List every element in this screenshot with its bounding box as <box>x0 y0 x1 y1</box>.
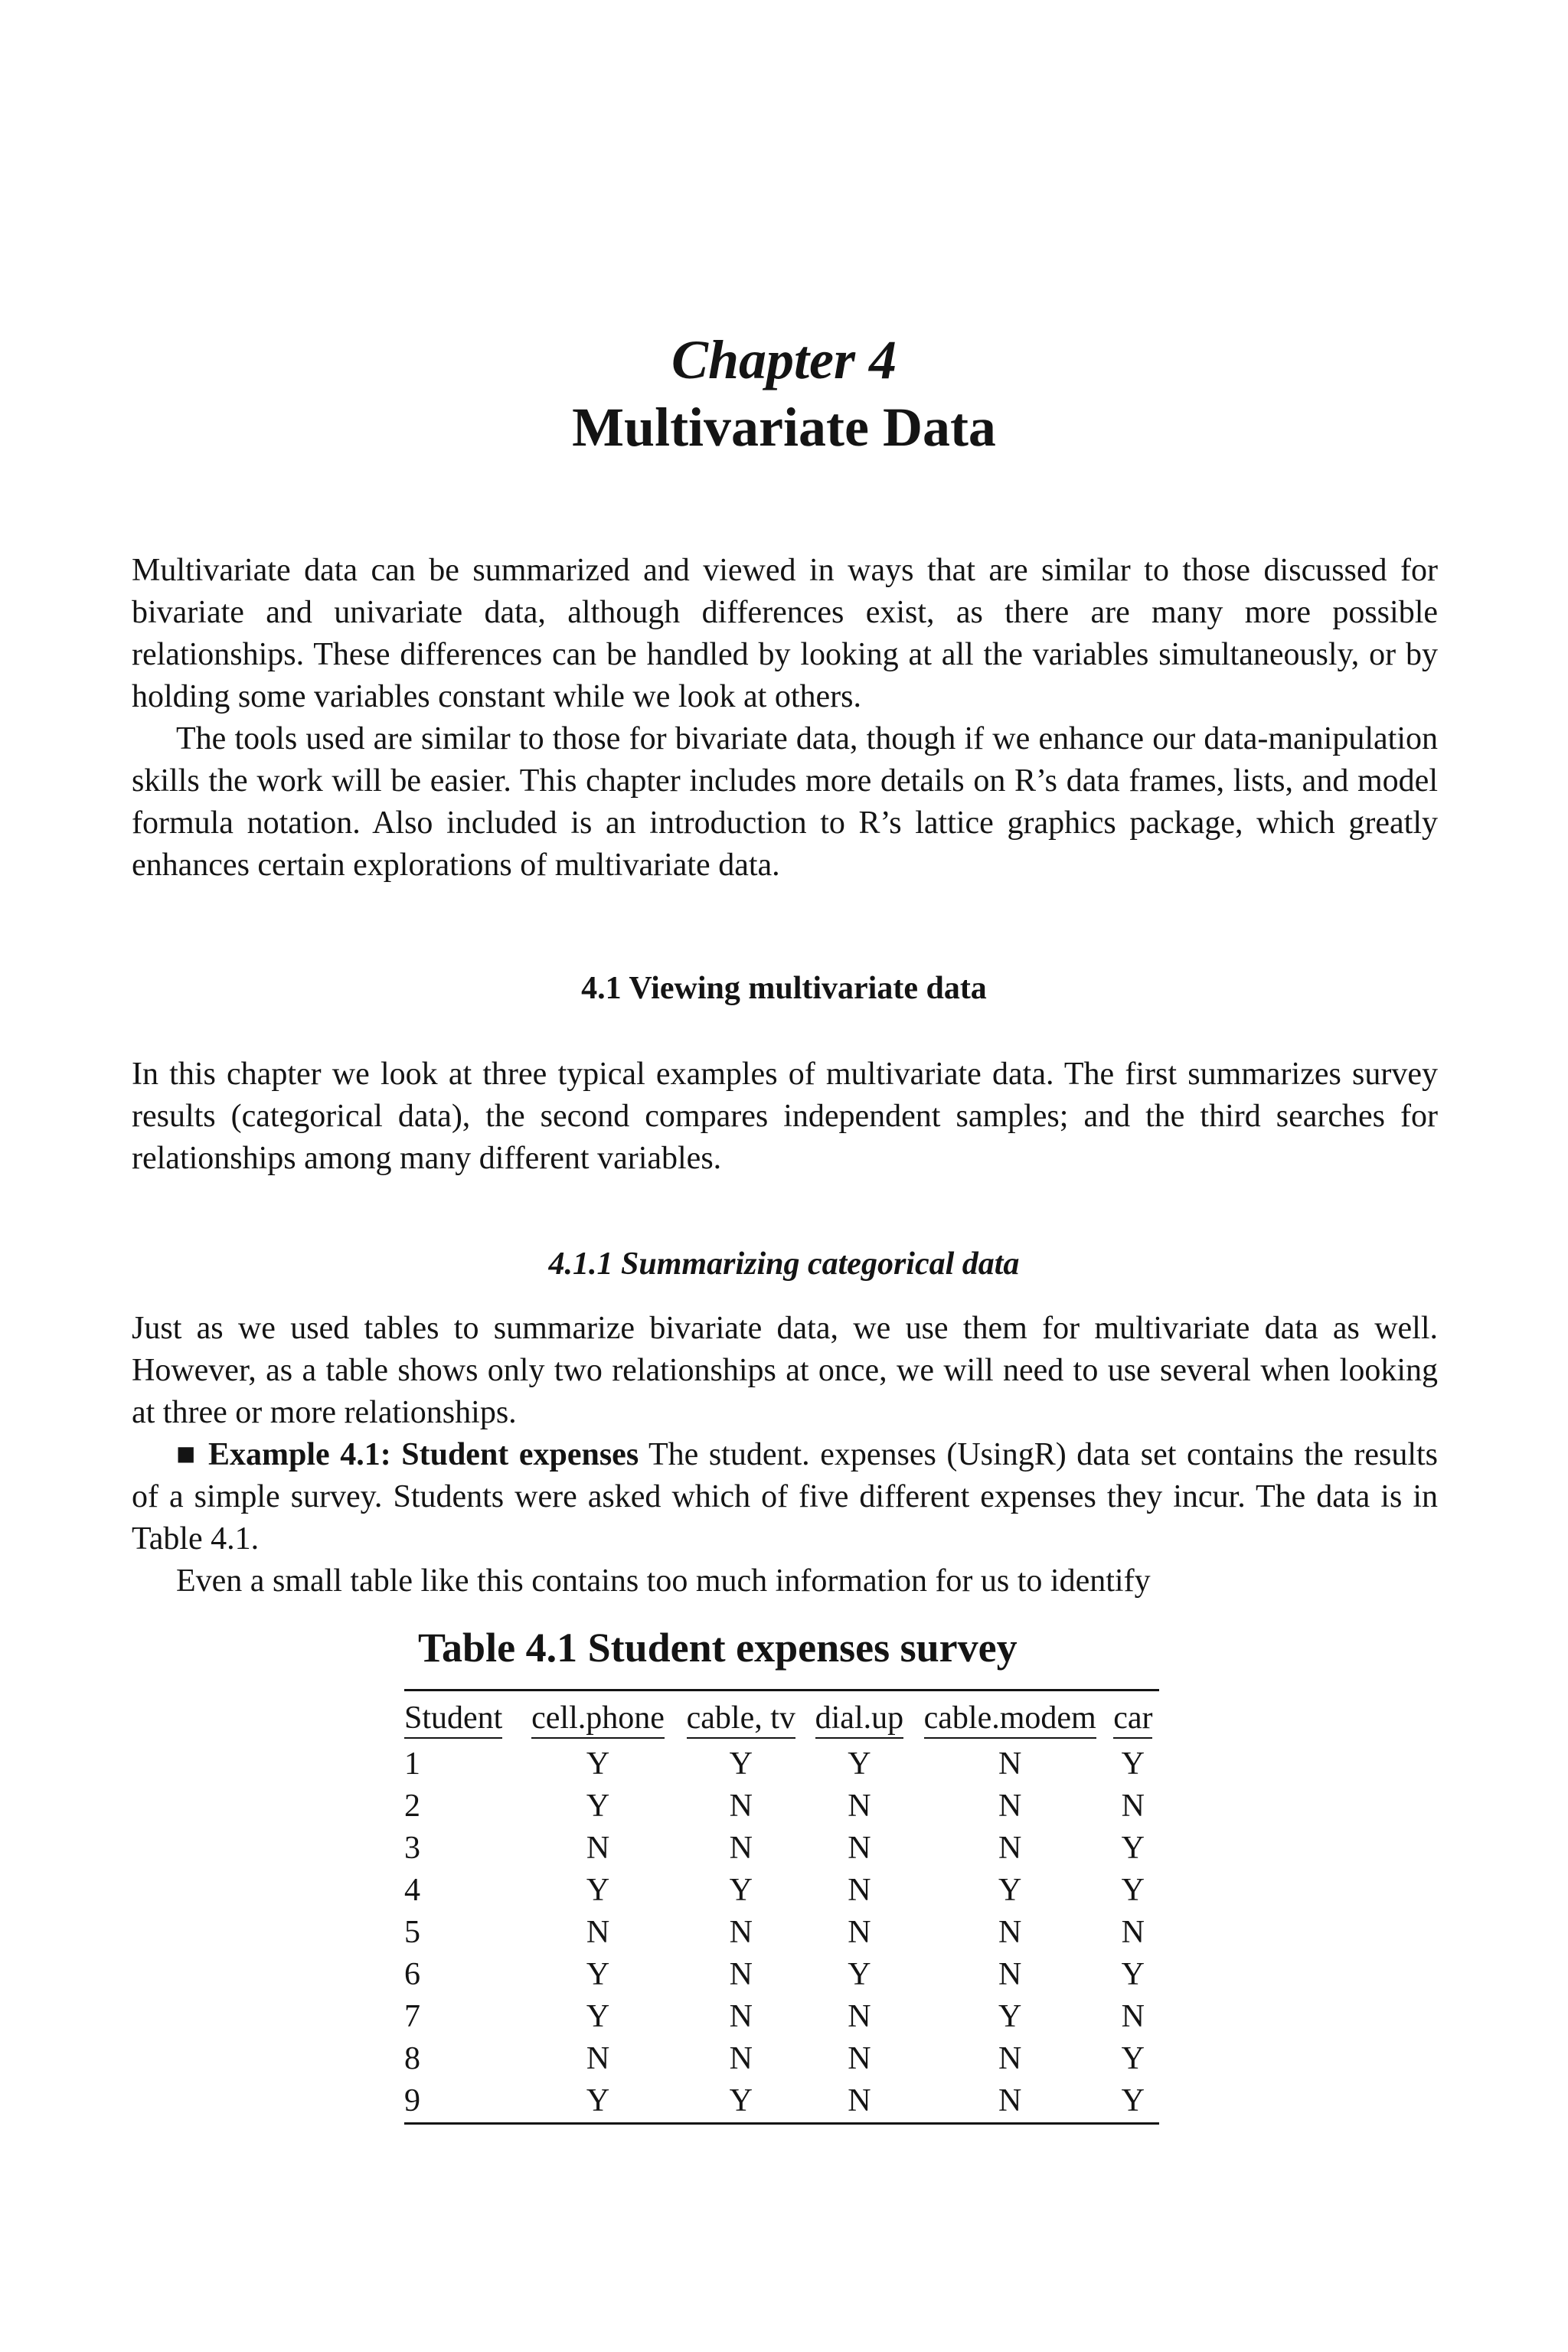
table-cell: Y <box>1121 1873 1145 1908</box>
chapter-title: Multivariate Data <box>572 397 996 458</box>
section-paragraph-1: In this chapter we look at three typical examples of multivariate data. The first summarizes survey results (categorical data), the second compares independent samples; and the third searches for relationships among many different variables. <box>132 1057 1438 1176</box>
student-expenses-table <box>404 1689 1159 2125</box>
table-cell: 7 <box>404 1999 420 2034</box>
table-cell: 8 <box>404 2041 420 2076</box>
table-cell: 6 <box>404 1957 420 1992</box>
table-cell: 5 <box>404 1915 420 1950</box>
column-header: Student <box>404 1690 520 1744</box>
table-cell: N <box>805 2080 913 2124</box>
table-cell: Y <box>1107 2080 1159 2124</box>
table-cell: N <box>998 1788 1022 1824</box>
table-cell: N <box>1121 1999 1145 2034</box>
table-cell: N <box>913 2080 1107 2124</box>
table-row <box>404 1912 1159 1954</box>
table-cell: N <box>586 2041 610 2076</box>
table-cell: N <box>586 1831 610 1866</box>
table-cell: Y <box>586 1999 610 2034</box>
example-paragraph <box>132 1434 1438 1560</box>
table-cell: Y <box>586 1957 610 1992</box>
table-cell: N <box>1121 1915 1145 1950</box>
subsection-paragraph-1: Just as we used tables to summarize bivariate data, we use them for multivariate data as well. However, as a table shows only two relationships at once, we will need to use several when looking at three or more relationships. <box>132 1311 1438 1430</box>
table-header-row <box>404 1690 1159 1744</box>
table-cell: N <box>848 1788 871 1824</box>
example-label: Example 4.1: Student expenses <box>207 1437 639 1472</box>
table-cell: N <box>998 1746 1022 1782</box>
table-cell: Y <box>729 1746 753 1782</box>
table-cell: N <box>729 1788 753 1824</box>
table-cell: N <box>848 1831 871 1866</box>
table-cell: Y <box>1121 1831 1145 1866</box>
column-header: cable, tv <box>676 1690 805 1744</box>
table-row <box>404 1743 1159 1785</box>
table-cell: N <box>848 2041 871 2076</box>
table-cell: 3 <box>404 1831 420 1866</box>
section-heading: 4.1 Viewing multivariate data <box>581 971 987 1006</box>
table-row <box>404 2080 1159 2124</box>
table-cell: N <box>729 2041 753 2076</box>
table-caption: Table 4.1 Student expenses survey <box>418 1625 1018 1671</box>
table-cell: Y <box>1121 1957 1145 1992</box>
table-cell: Y <box>848 1746 871 1782</box>
table-cell: N <box>998 1831 1022 1866</box>
table-row <box>404 1785 1159 1828</box>
table-cell: 2 <box>404 1788 420 1824</box>
subsection-paragraph-3: Even a small table like this contains too much information for us to identify <box>176 1563 1151 1599</box>
table-cell: N <box>1121 1788 1145 1824</box>
column-header: cell.phone <box>520 1690 677 1744</box>
table-cell: N <box>848 1915 871 1950</box>
chapter-label: Chapter 4 <box>671 329 897 390</box>
table-cell: Y <box>1121 1746 1145 1782</box>
column-header: dial.up <box>805 1690 913 1744</box>
example-marker: ■ <box>176 1437 198 1472</box>
table-cell: Y <box>586 1746 610 1782</box>
subsection-heading: 4.1.1 Summarizing categorical data <box>548 1246 1020 1282</box>
table-cell: N <box>729 1831 753 1866</box>
table-row <box>404 2038 1159 2080</box>
table-cell: N <box>998 2041 1022 2076</box>
table-cell: 1 <box>404 1746 420 1782</box>
table-cell: Y <box>586 1788 610 1824</box>
table-cell: Y <box>998 1873 1022 1908</box>
intro-paragraph-1: Multivariate data can be summarized and viewed in ways that are similar to those discussed for bivariate and univariate data, although differences exist, as there are many more possible relationships. These differences can be handled by looking at all the variables simultaneously, or by holding some variables constant while we look at others. <box>132 553 1438 714</box>
table-cell: N <box>848 1873 871 1908</box>
table-cell: N <box>998 1915 1022 1950</box>
table-cell: 4 <box>404 1873 420 1908</box>
table-cell: Y <box>676 2080 805 2124</box>
table-cell: Y <box>1121 2041 1145 2076</box>
column-header: cable.modem <box>913 1690 1107 1744</box>
table-row <box>404 1870 1159 1912</box>
table-cell: Y <box>520 2080 677 2124</box>
table-cell: N <box>848 1999 871 2034</box>
example-text: The student. expenses (UsingR) data set contains the results of a simple survey. Students were asked which of five different expenses they incur. The data is in Table 4.1. <box>132 1437 1438 1557</box>
table-cell: Y <box>998 1999 1022 2034</box>
table-cell: 9 <box>404 2080 520 2124</box>
table-cell: N <box>729 1957 753 1992</box>
table-cell: N <box>586 1915 610 1950</box>
table-row <box>404 1996 1159 2038</box>
table-cell: Y <box>848 1957 871 1992</box>
column-header: car <box>1107 1690 1159 1744</box>
table-cell: N <box>729 1915 753 1950</box>
table-cell: N <box>729 1999 753 2034</box>
intro-paragraph-2: The tools used are similar to those for bivariate data, though if we enhance our data-manipulation skills the work will be easier. This chapter includes more details on R’s data frames, lists, and model formula notation. Also included is an introduction to R’s lattice graphics package, which greatly enhances certain explorations of multivariate data. <box>132 721 1438 883</box>
table-cell: N <box>998 1957 1022 1992</box>
table-row <box>404 1828 1159 1870</box>
table-row <box>404 1954 1159 1996</box>
table-cell: Y <box>586 1873 610 1908</box>
table-cell: Y <box>729 1873 753 1908</box>
